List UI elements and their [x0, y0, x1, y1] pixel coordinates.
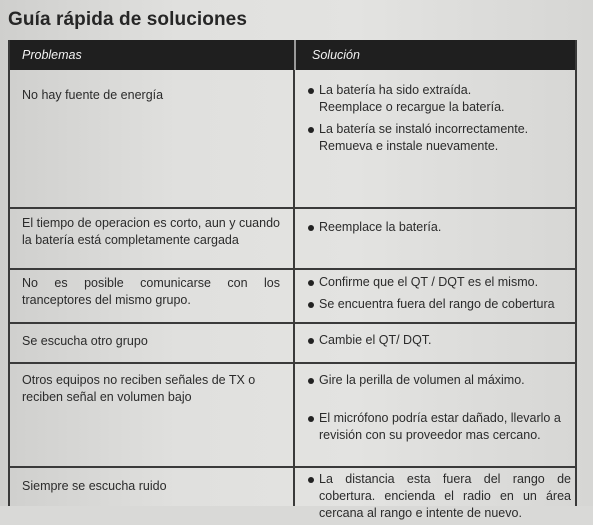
solution-text: Reemplace la batería. — [319, 220, 442, 234]
solution-item — [308, 219, 570, 237]
solution-text: La batería se instaló incorrectamente. Remueva e instale nuevamente. — [319, 122, 529, 153]
problem-cell: Otros equipos no reciben señales de TX o reciben señal en volumen bajo — [22, 373, 256, 404]
solution-text: La distancia esta fuera del rango de cobertura. encienda el radio en un área cercana al rango e intente de nuevo. — [319, 472, 571, 520]
solution-item — [308, 274, 570, 292]
solution-item — [308, 471, 570, 525]
bullet-icon — [308, 88, 314, 94]
solution-item — [308, 332, 570, 350]
solution-item — [308, 372, 570, 390]
troubleshooting-table — [8, 40, 577, 520]
bullet-icon — [308, 127, 314, 133]
bullet-icon — [308, 477, 314, 483]
problem-cell: El tiempo de operacion es corto, aun y cuando la batería está completamente cargada — [22, 216, 280, 247]
solution-item — [308, 296, 570, 314]
solution-text: Gire la perilla de volumen al máximo. — [319, 373, 525, 387]
solution-item — [308, 121, 570, 157]
solution-text: La batería ha sido extraída. Reemplace o recargue la batería. — [319, 83, 505, 114]
solution-text: Confirme que el QT / DQT es el mismo. — [319, 275, 539, 289]
page-title: Guía rápida de soluciones — [8, 9, 248, 30]
bullet-icon — [308, 225, 314, 231]
table-row — [10, 364, 575, 466]
problem-cell: Se escucha otro grupo — [22, 334, 148, 348]
bullet-icon — [308, 280, 314, 286]
table-row — [10, 209, 575, 268]
solution-text: Cambie el QT/ DQT. — [319, 333, 432, 347]
solution-item — [308, 410, 570, 446]
bullet-icon — [308, 338, 314, 344]
bullet-icon — [308, 302, 314, 308]
header-divider — [294, 40, 296, 70]
table-row — [10, 270, 575, 322]
solution-item — [308, 82, 570, 118]
table-row — [10, 324, 575, 362]
table-row — [10, 468, 575, 520]
problem-cell: No es posible comunicarse con los tranceptores del mismo grupo. — [22, 276, 280, 307]
bullet-icon — [308, 416, 314, 422]
solution-text: El micrófono podría estar dañado, llevarlo a revisión con su proveedor mas cercano. — [319, 411, 561, 442]
header-solution: Solución — [312, 48, 360, 62]
header-problems: Problemas — [22, 48, 82, 62]
problem-cell: Siempre se escucha ruido — [22, 479, 167, 493]
bullet-icon — [308, 378, 314, 384]
table-row — [10, 70, 575, 207]
solution-text: Se encuentra fuera del rango de cobertura — [319, 297, 555, 311]
problem-cell: No hay fuente de energía — [22, 88, 164, 102]
table-header — [10, 40, 575, 70]
